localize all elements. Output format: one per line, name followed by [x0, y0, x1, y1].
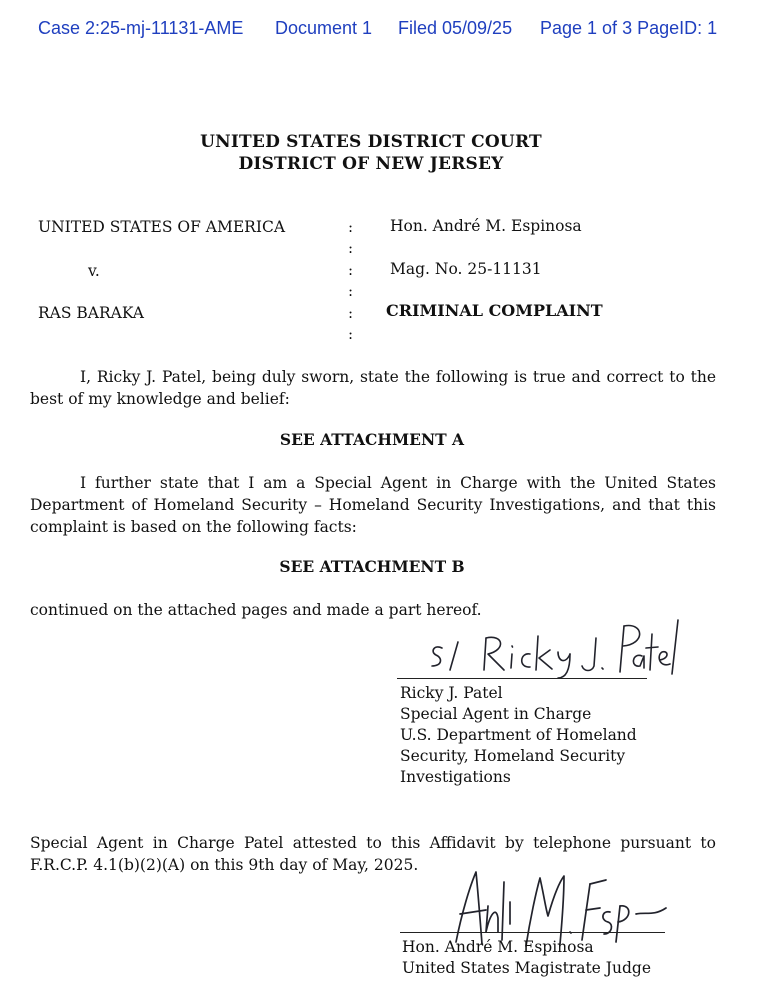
attachment-a-heading: SEE ATTACHMENT A	[279, 430, 465, 449]
affiant-title: Special Agent in Charge	[400, 705, 592, 723]
affiant-agency-line1: U.S. Department of Homeland	[400, 726, 637, 744]
header-filed-date: Filed 05/09/25	[398, 18, 513, 38]
caption-separator: :	[348, 239, 354, 257]
caption-separator: :	[348, 304, 354, 322]
court-name: UNITED STATES DISTRICT COURT	[200, 132, 542, 152]
caption-judge: Hon. André M. Espinosa	[390, 217, 582, 235]
court-district: DISTRICT OF NEW JERSEY	[238, 154, 504, 174]
header-case-number: Case 2:25-mj-11131-AME	[38, 18, 244, 38]
affiant-signature	[420, 612, 690, 682]
header-document-number: Document 1	[275, 18, 373, 38]
affiant-signature-line	[397, 678, 647, 679]
caption-plaintiff: UNITED STATES OF AMERICA	[38, 218, 286, 236]
caption-versus: v.	[88, 262, 100, 280]
caption-separator: :	[348, 218, 354, 236]
affiant-agency-line3: Investigations	[400, 768, 511, 786]
document-title: CRIMINAL COMPLAINT	[386, 301, 603, 320]
affiant-oath-paragraph: I, Ricky J. Patel, being duly sworn, state the following is true and correct to the best of my knowledge and belief:	[30, 368, 716, 408]
judge-signature-line	[400, 932, 665, 933]
continued-statement: continued on the attached pages and made a part hereof.	[30, 601, 482, 619]
affiant-statement-paragraph: I further state that I am a Special Agent in Charge with the United States Department of Homeland Security – Homeland Security Investigations, and that this complaint is based on the following facts:	[30, 474, 716, 536]
judge-name: Hon. André M. Espinosa	[402, 938, 594, 956]
caption-separator: :	[348, 261, 354, 279]
caption-separator: :	[348, 325, 354, 343]
attachment-b-heading: SEE ATTACHMENT B	[279, 557, 465, 576]
affiant-name: Ricky J. Patel	[400, 684, 503, 702]
attestation-paragraph: Special Agent in Charge Patel attested to this Affidavit by telephone pursuant to F.R.C.P. 4.1(b)(2)(A) on this 9th day of May, 2025.	[30, 834, 716, 874]
header-page-info: Page 1 of 3 PageID: 1	[540, 18, 718, 38]
affiant-agency-line2: Security, Homeland Security	[400, 747, 626, 765]
caption-separator: :	[348, 282, 354, 300]
caption-defendant: RAS BARAKA	[38, 304, 145, 322]
caption-mag-number: Mag. No. 25-11131	[390, 260, 542, 278]
judge-title: United States Magistrate Judge	[402, 959, 651, 977]
